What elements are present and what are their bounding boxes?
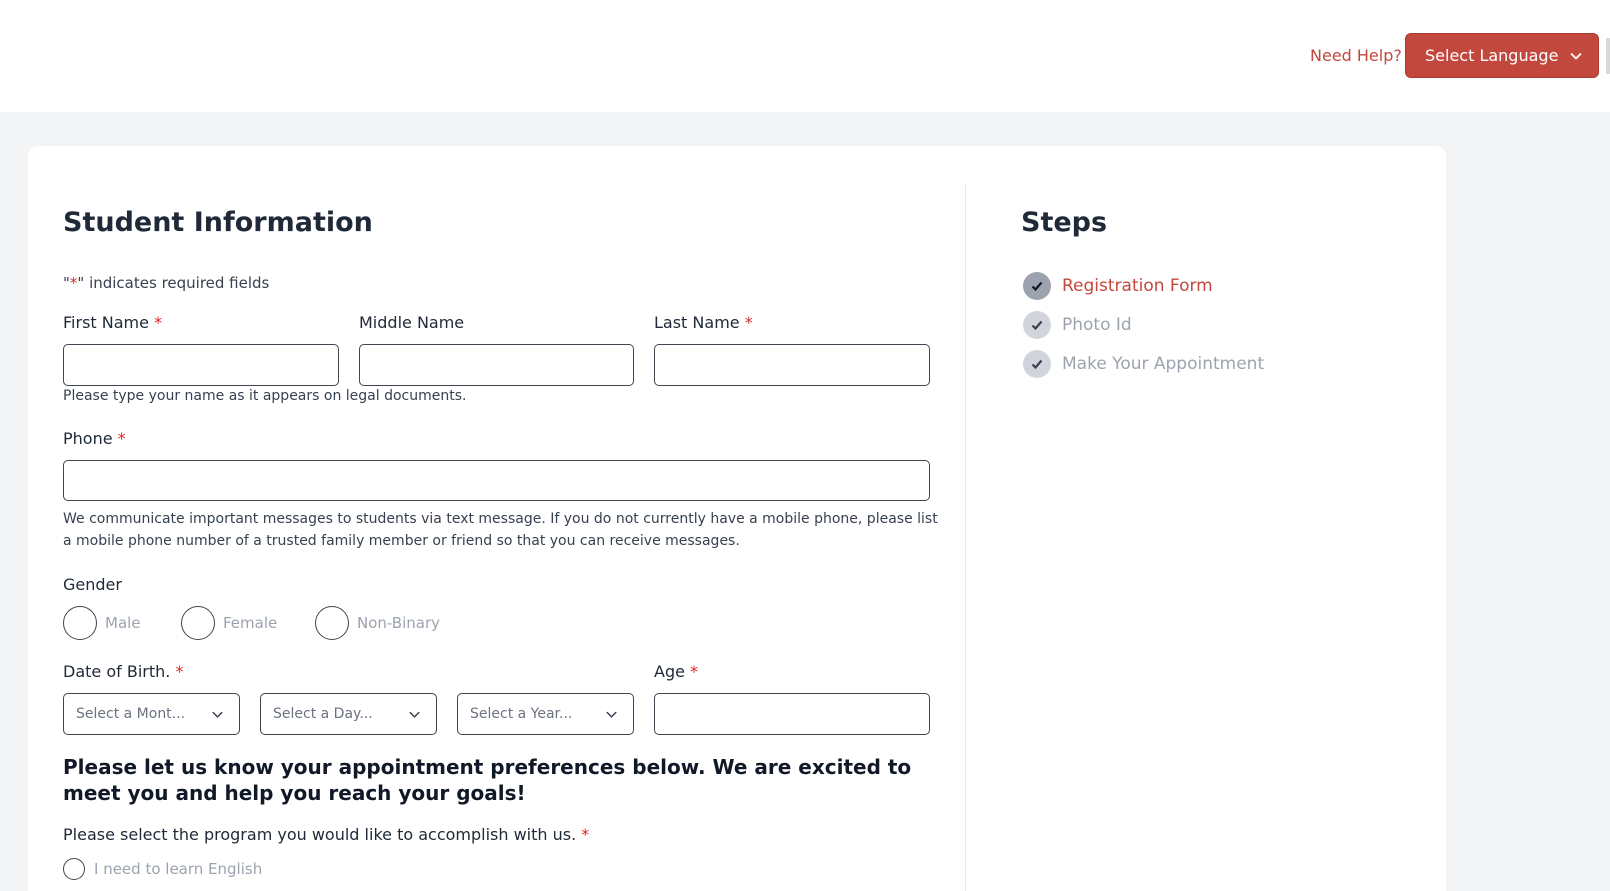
required-star: * xyxy=(117,429,126,448)
page-title: Student Information xyxy=(63,207,373,238)
middle-name-label: Middle Name xyxy=(359,313,465,332)
column-divider xyxy=(965,184,966,891)
last-name-label xyxy=(654,313,753,332)
phone-input[interactable] xyxy=(63,460,930,501)
dob-year-placeholder: Select a Year... xyxy=(470,706,573,722)
required-star: * xyxy=(690,662,699,681)
gender-radio-non-binary[interactable] xyxy=(315,606,349,640)
steps-title: Steps xyxy=(1021,207,1108,238)
gender-label-non-binary: Non-Binary xyxy=(357,614,440,632)
first-name-input[interactable] xyxy=(63,344,339,386)
gender-label-female: Female xyxy=(223,614,278,632)
phone-label xyxy=(63,429,126,448)
dob-label xyxy=(63,662,183,681)
age-label-text: Age xyxy=(654,662,685,681)
gender-option-non-binary[interactable] xyxy=(315,606,440,640)
phone-label-text: Phone xyxy=(63,429,113,448)
program-label-text: Please select the program you would like to accomplish with us. xyxy=(63,825,577,844)
step-label-photo-id: Photo Id xyxy=(1062,315,1132,335)
first-name-label xyxy=(63,313,162,332)
middle-name-input[interactable] xyxy=(359,344,634,386)
chevron-down-icon xyxy=(210,707,225,722)
gender-radio-male[interactable] xyxy=(63,606,97,640)
age-input[interactable] xyxy=(654,693,930,735)
gender-label: Gender xyxy=(63,575,122,594)
chevron-down-icon xyxy=(1568,48,1584,64)
dob-month-placeholder: Select a Mont... xyxy=(76,706,186,722)
required-note-suffix: " indicates required fields xyxy=(77,274,270,292)
program-label-english: I need to learn English xyxy=(94,860,263,878)
header-edge-element xyxy=(1606,38,1610,74)
name-help-text: Please type your name as it appears on legal documents. xyxy=(63,388,467,404)
step-registration-form xyxy=(1023,272,1213,300)
select-language-button[interactable] xyxy=(1405,33,1599,78)
required-star: * xyxy=(154,313,163,332)
top-header xyxy=(0,0,1610,112)
first-name-label-text: First Name xyxy=(63,313,149,332)
need-help-link[interactable]: Need Help? xyxy=(1310,46,1402,65)
age-label xyxy=(654,662,698,681)
last-name-label-text: Last Name xyxy=(654,313,740,332)
dob-month-select[interactable] xyxy=(63,693,240,735)
appointment-preferences-heading: Please let us know your appointment preferences below. We are excited to meet you and help you reach your goals! xyxy=(63,755,912,805)
dob-day-select[interactable] xyxy=(260,693,437,735)
gender-option-male[interactable] xyxy=(63,606,141,640)
required-fields-note xyxy=(63,274,269,292)
program-radio-english[interactable] xyxy=(63,858,85,880)
checkmark-icon xyxy=(1023,272,1051,300)
step-label-registration-form: Registration Form xyxy=(1062,276,1213,296)
gender-radio-female[interactable] xyxy=(181,606,215,640)
phone-help-text: We communicate important messages to students via text message. If you do not currently have a mobile phone, please list a mobile phone number of a trusted family member or friend so that you can receive messages. xyxy=(63,511,938,549)
dob-day-placeholder: Select a Day... xyxy=(273,706,373,722)
step-label-make-appointment: Make Your Appointment xyxy=(1062,354,1265,374)
required-note-star: * xyxy=(69,274,78,292)
step-make-appointment xyxy=(1023,350,1264,378)
required-star: * xyxy=(581,825,590,844)
last-name-input[interactable] xyxy=(654,344,930,386)
required-note-prefix: " xyxy=(63,274,70,292)
checkmark-icon xyxy=(1023,350,1051,378)
required-star: * xyxy=(744,313,753,332)
dob-year-select[interactable] xyxy=(457,693,634,735)
checkmark-icon xyxy=(1023,311,1051,339)
gender-label-male: Male xyxy=(105,614,141,632)
required-star: * xyxy=(175,662,184,681)
program-label xyxy=(63,825,589,844)
program-option-english[interactable] xyxy=(63,858,262,880)
gender-option-female[interactable] xyxy=(181,606,277,640)
chevron-down-icon xyxy=(407,707,422,722)
dob-label-text: Date of Birth. xyxy=(63,662,171,681)
chevron-down-icon xyxy=(604,707,619,722)
step-photo-id xyxy=(1023,311,1132,339)
select-language-label: Select Language xyxy=(1425,46,1559,65)
